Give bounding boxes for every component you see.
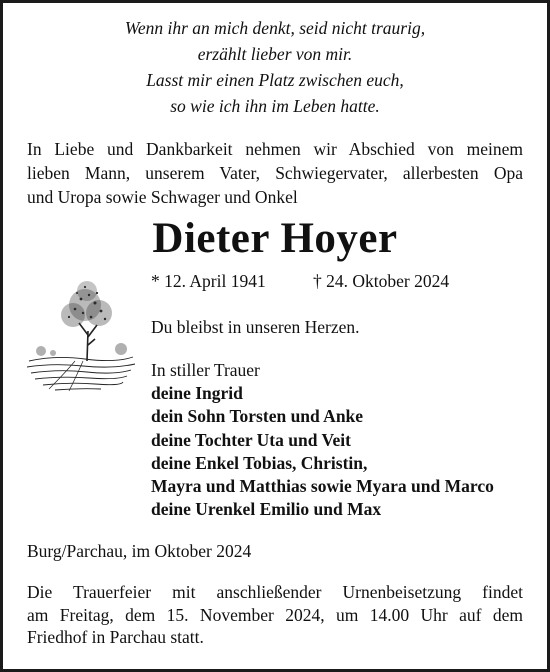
mourner-line: deine Urenkel Emilio und Max bbox=[151, 499, 382, 520]
funeral-line: Die Trauerfeier mit anschließender Urnenbeisetzung findet bbox=[27, 582, 523, 602]
life-dates bbox=[151, 269, 450, 293]
place-date: Burg/Parchau, im Oktober 2024 bbox=[27, 541, 252, 561]
funeral-line: Friedhof in Parchau statt. bbox=[27, 627, 204, 647]
intro-line: lieben Mann, unserem Vater, Schwiegervater, allerbesten Opa bbox=[27, 163, 523, 183]
farewell-line: Du bleibst in unseren Herzen. bbox=[151, 317, 360, 337]
poem-line: Lasst mir einen Platz zwischen euch, bbox=[146, 70, 404, 90]
poem-line: so wie ich ihn im Leben hatte. bbox=[170, 96, 380, 116]
birth-date: * 12. April 1941 bbox=[151, 271, 266, 291]
mourners-list bbox=[151, 359, 494, 521]
intro-line: und Uropa sowie Schwager und Onkel bbox=[27, 187, 298, 207]
poem-line: Wenn ihr an mich denkt, seid nicht traurig, bbox=[124, 18, 426, 38]
mourner-line: dein Sohn Torsten und Anke bbox=[151, 406, 364, 427]
deceased-name: Dieter Hoyer bbox=[152, 215, 398, 262]
death-date: † 24. Oktober 2024 bbox=[313, 271, 450, 291]
funeral-info bbox=[27, 581, 523, 649]
poem bbox=[3, 15, 547, 119]
mourner-line: deine Tochter Uta und Veit bbox=[151, 429, 351, 450]
funeral-line: am Freitag, dem 15. November 2024, um 14.00 Uhr auf dem bbox=[27, 604, 523, 625]
intro-line: In Liebe und Dankbarkeit nehmen wir Abschied von meinem bbox=[27, 139, 523, 159]
tree-landscape-icon bbox=[25, 265, 137, 395]
mourner-line: deine Ingrid bbox=[151, 383, 243, 404]
mourner-line: Mayra und Matthias sowie Myara und Marco bbox=[151, 476, 494, 497]
mourning-heading: In stiller Trauer bbox=[151, 360, 260, 380]
mourner-line: deine Enkel Tobias, Christin, bbox=[151, 452, 368, 473]
poem-line: erzählt lieber von mir. bbox=[197, 44, 353, 64]
intro-text bbox=[27, 137, 523, 209]
